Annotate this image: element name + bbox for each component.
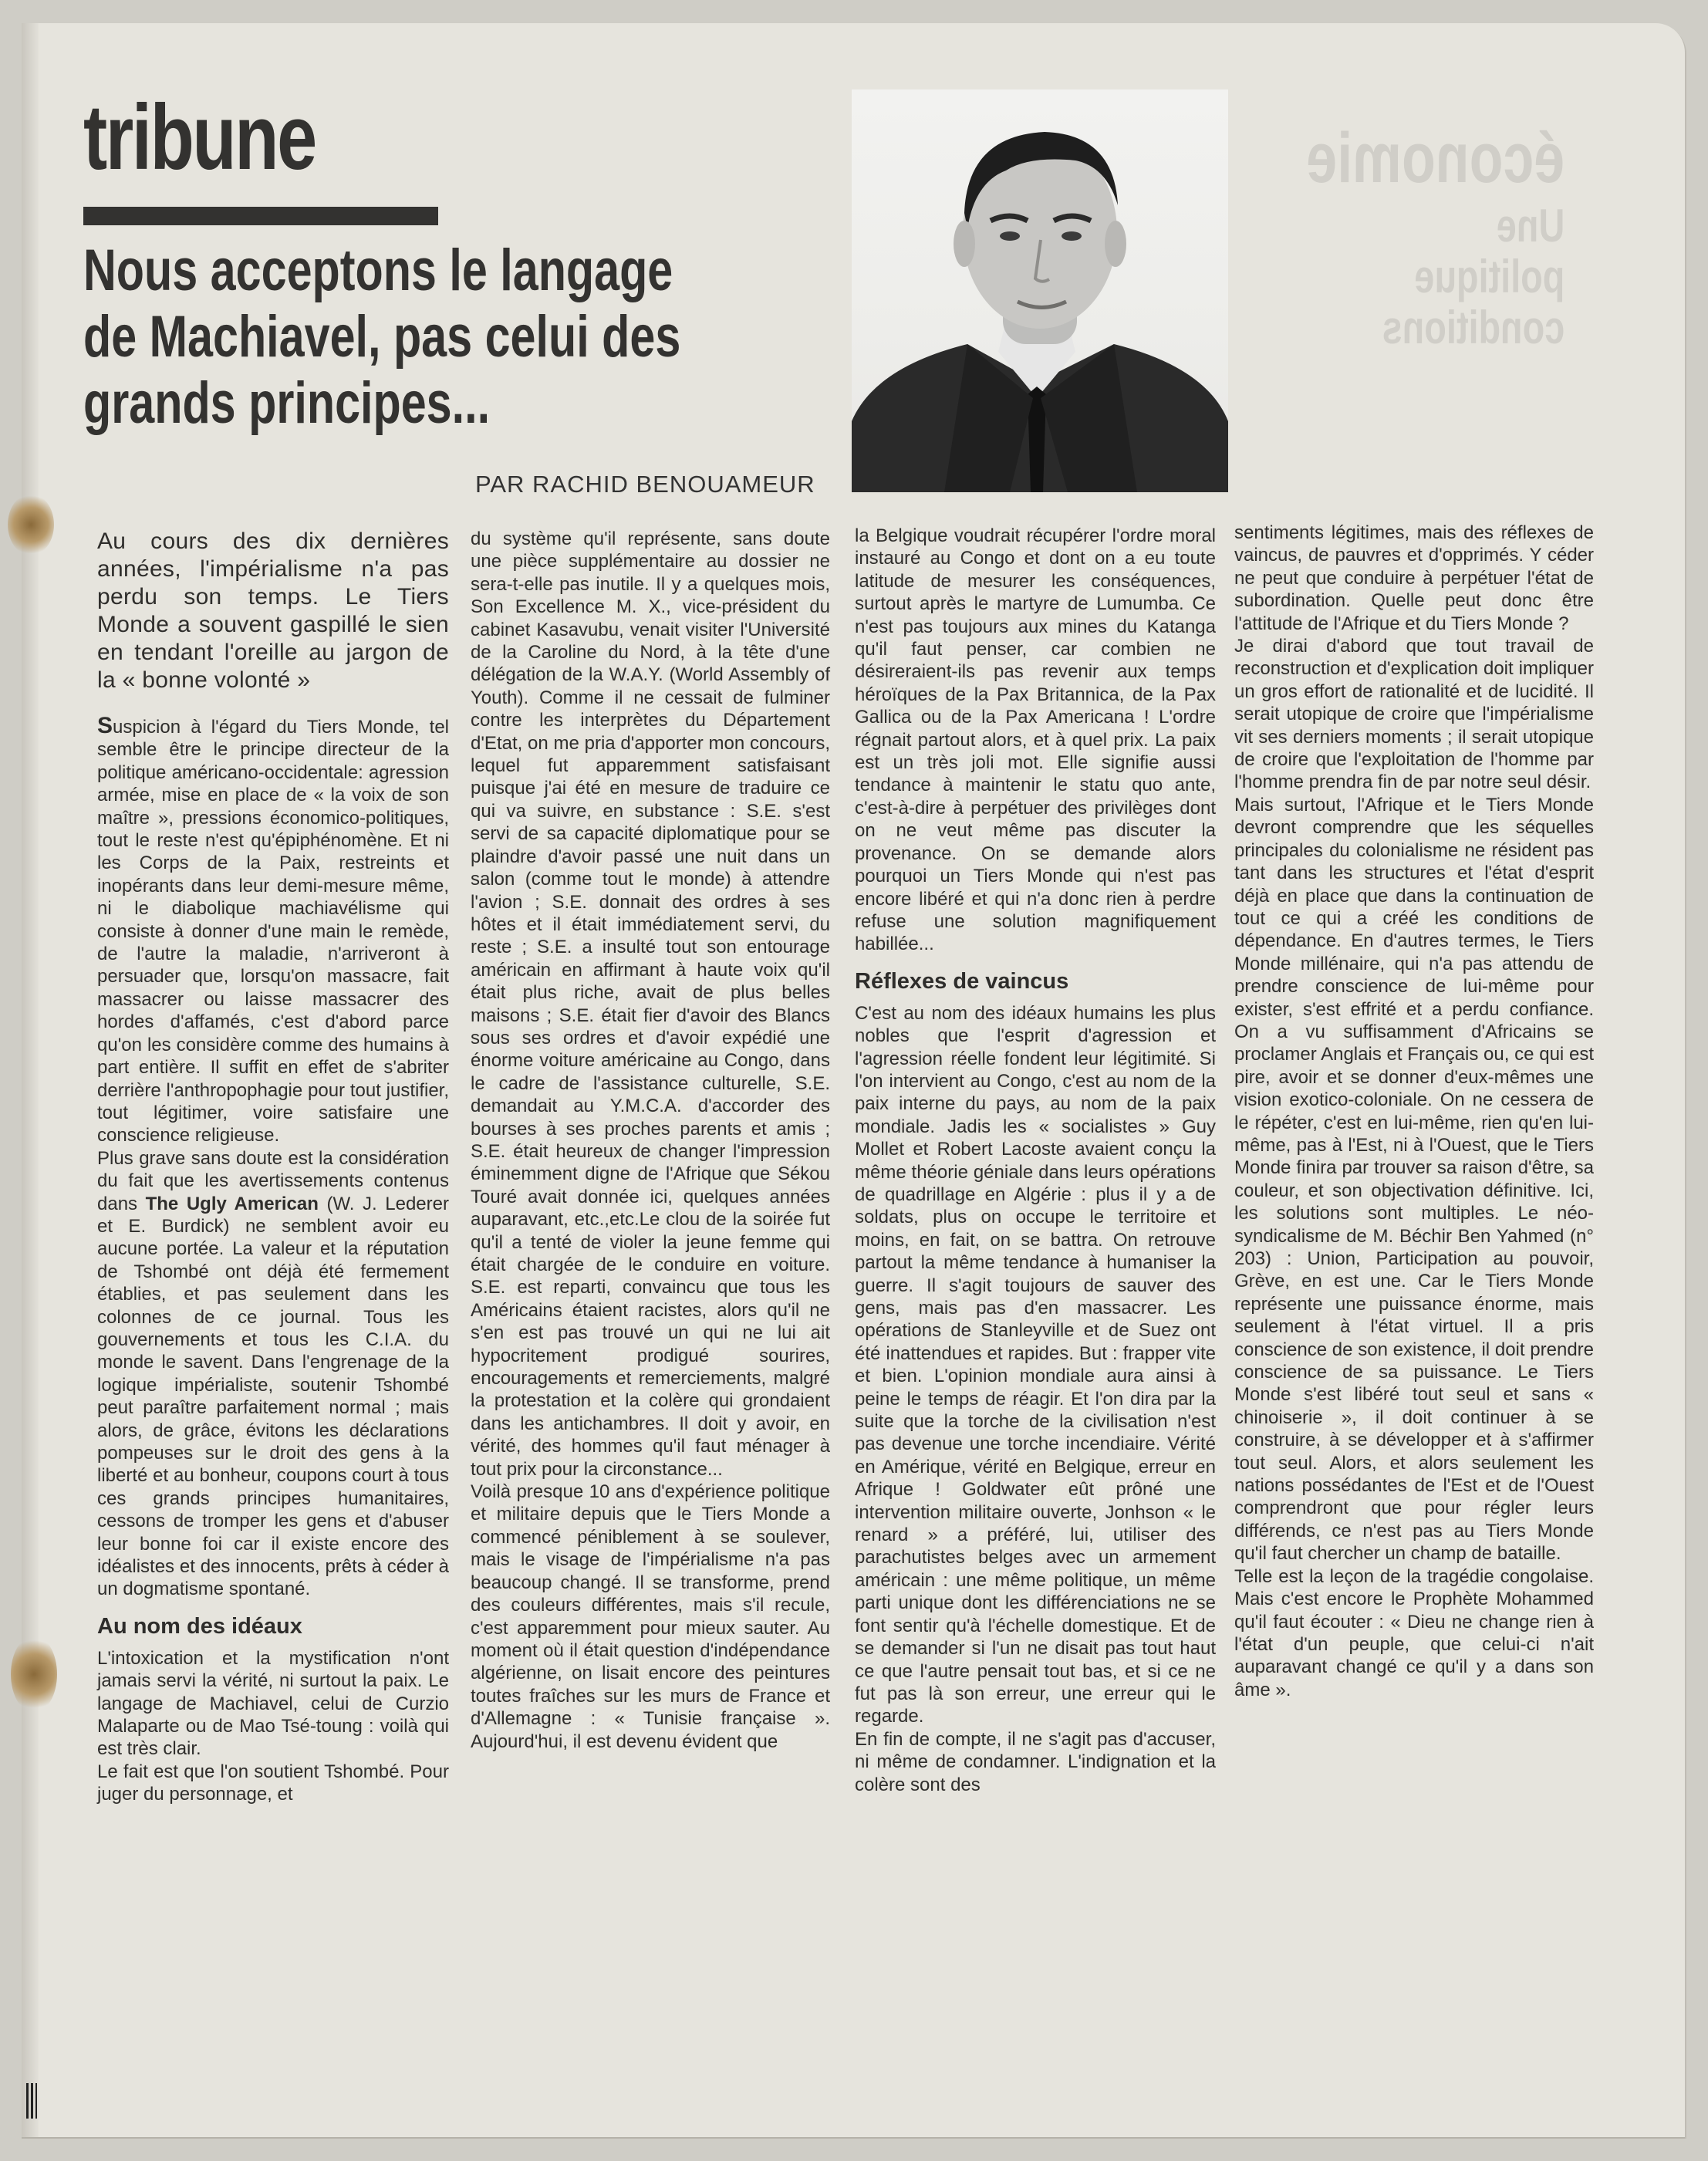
byline: PAR RACHID BENOUAMEUR bbox=[475, 471, 815, 498]
article-column-4 bbox=[1234, 522, 1594, 1701]
portrait-illustration bbox=[852, 89, 1228, 492]
paragraph: Mais surtout, l'Afrique et le Tiers Monde devront comprendre que les séquelles principales du colonialisme ne résident pas tant dans les structures et l'état d'esprit déjà en place que dans la continuation de tout ce qui a créé les conditions de dépendance. En d'autres termes, le Tiers Monde millénaire, qui n'a pas attendu de prendre conscience de lui-même pour exister, s'est effrité et a perdu confiance. On a vu suffisamment d'Africains se proclamer Anglais et Français ou, ce qui est pire, avoir et se donner d'eux-mêmes une vision exotico-coloniale. On ne cessera de le répéter, c'est en lui-même, rien qu'en lui-même, pas à l'Est, ni à l'Ouest, que le Tiers Monde finira par trouver sa raison d'être, sa couleur, et son objectivation définitive. Ici, les solutions sont multiples. Le néo-syndicalisme de M. Béchir Ben Yahmed (n° 203) : Union, Participation au pouvoir, Grève, en est une. Car le Tiers Monde représente une puissance énorme, mais seulement à l'état virtuel. Il a pris conscience de son existence, il doit prendre conscience de sa puissance. Le Tiers Monde s'est libéré tout seul et sans « chinoiserie », il doit continuer à se construire, à se développer et à s'affirmer tout seul. Alors, et alors seulement les nations possédantes de l'Est et de l'Ouest comprendront que pour régler leurs différends, ce n'est pas au Tiers Monde qu'il faut chercher un champ de bataille. bbox=[1234, 794, 1594, 1565]
article-lead: Au cours des dix dernières années, l'impérialisme n'a pas perdu son temps. Le Tiers Monde a souvent gaspillé le sien en tendant l'oreille au jargon de la « bonne volonté » bbox=[97, 528, 449, 693]
paragraph: Suspicion à l'égard du Tiers Monde, tel semble être le principe directeur de la politique américano-occidentale: agression armée, mise en place de « la voix de son maître », pressions économico-politiques, tout le reste n'est qu'épiphénomène. Et ni les Corps de la Paix, restreints et inopérants dans leur demi-mesure même, ni le diabolique machiavélisme qui consiste à donner d'une main le remède, de l'autre la maladie, n'arriveront à persuader que, lorsqu'on massacre, fait massacrer ou laisse massacrer des hordes d'affamés, c'est d'abord parce qu'on les considère comme des humains à part entière. Il suffit en effet de s'abriter derrière l'anthropophagie pour tout justifier, tout légitimer, voire satisfaire une conscience religieuse. bbox=[97, 713, 449, 1146]
article-headline: Nous acceptons le langage de Machiavel, pas celui des grands principes... bbox=[83, 238, 681, 436]
kicker-rule bbox=[83, 207, 438, 225]
section-kicker: tribune bbox=[83, 86, 316, 189]
author-portrait bbox=[852, 89, 1228, 492]
paragraph: la Belgique voudrait récupérer l'ordre moral instauré au Congo et dont on a eu toute latitude de mesurer les conséquences, surtout après le martyre de Lumumba. Ce n'est pas toujours aux mines du Katanga qu'il faut penser, car combien ne désireraient-ils pas revenir aux temps héroïques de la Pax Britannica, de la Pax Gallica ou de la Pax Americana ! L'ordre régnait partout alors, et à quel prix. La paix est un très joli mot. Elle signifie aussi tendance à maintenir le statu quo ante, c'est-à-dire à perpétuer des privilèges dont on ne veut même pas discuter la provenance. On se demande alors pourquoi un Tiers Monde qui n'est pas encore libéré et qui n'a donc rien à perdre refuse une solution magnifiquement habillée... bbox=[855, 525, 1216, 955]
book-title: The Ugly American bbox=[145, 1193, 319, 1214]
stain-mark bbox=[11, 1636, 57, 1713]
paragraph: du système qu'il représente, sans doute une pièce supplémentaire au dossier ne sera-t-elle pas inutile. Il y a quelques mois, Son Excellence M. X., vice-président du cabinet Kasavubu, venait visiter l'Université de la Caroline du Nord, à la tête d'une délégation de la W.A.Y. (World Assembly of Youth). Comme il ne cessait de fulminer contre les interprètes du Département d'Etat, on me pria d'apporter mon concours, lequel fut apparemment satisfaisant puisque j'ai été en mesure de traduire ce qui va suivre, en substance : S.E. s'est servi de sa capacité diplomatique pour se plaindre d'avoir passé une nuit dans un salon (comme tout le monde) à attendre l'avion ; S.E. donnait des ordres à ses hôtes et il était immédiatement servi, du reste ; S.E. a insulté tout son entourage américain en affirmant à haute voix qu'il était plus riche, avait de plus belles maisons ; S.E. était fier d'avoir des Blancs sous ses ordres et d'avoir expédié une énorme voiture américaine au Congo, dans le cadre de l'assistance culturelle, S.E. demandait au Y.M.C.A. d'accorder des bourses à ses proches parents et amis ; S.E. était heureux de changer l'impression éminemment digne de l'Afrique que Sékou Touré avait donnée ici, quelques années auparavant, etc.,etc.Le clou de la soirée fut qu'il a tenté de violer la jeune femme qui était chargée de le conduire en voiture. S.E. est reparti, convaincu que tous les Américains étaient racistes, alors qu'il ne s'en est pas trouvé un qui ne lui ait hypocritement prodigué sourires, encouragements et remerciements, malgré la protestation et la colère qui grondaient dans les antichambres. Il doit y avoir, en vérité, des hommes qu'il faut ménager à tout prix pour la circonstance... bbox=[471, 528, 830, 1480]
paragraph: Telle est la leçon de la tragédie congolaise. Mais c'est encore le Prophète Mohammed qu'il faut écouter : « Dieu ne change rien à l'état d'un peuple, que celui-ci n'ait auparavant changé ce qu'il y a dans son âme ». bbox=[1234, 1565, 1594, 1700]
article-column-3 bbox=[855, 525, 1216, 1796]
article-column-2 bbox=[471, 528, 830, 1753]
binding-stitch bbox=[26, 2083, 37, 2119]
paragraph: L'intoxication et la mystification n'ont jamais servi la vérité, ni surtout la paix. Le langage de Machiavel, celui de Curzio Malaparte ou de Mao Tsé-toung : voilà qui est très clair. bbox=[97, 1647, 449, 1760]
subheading: Réflexes de vaincus bbox=[855, 968, 1069, 994]
binding-gutter bbox=[22, 23, 39, 2137]
page-edge bbox=[22, 2137, 1685, 2139]
paragraph: Plus grave sans doute est la considération du fait que les avertissements contenus dans The Ugly American (W. J. Lederer et E. Burdick) ne semblent avoir eu aucune portée. La valeur et la réputation de Tshombé ont déjà été fermement établies, et pas seulement dans les colonnes de ce journal. Tous les gouvernements et tous les C.I.A. du monde le savent. Dans l'engrenage de la logique impérialiste, soutenir Tshombé peut paraître parfaitement normal ; mais alors, de grâce, évitons les déclarations pompeuses sur le droit des gens à la liberté et au bonheur, coupons court à tous ces grands principes humanitaires, cessons de tromper les gens et d'abuser leur bonne foi car il existe encore des idéalistes et des innocents, prêts à céder à un dogmatisme spontané. bbox=[97, 1147, 449, 1600]
paragraph: En fin de compte, il ne s'agit pas d'accuser, ni même de condamner. L'indignation et la colère sont des bbox=[855, 1728, 1216, 1795]
paragraph: sentiments légitimes, mais des réflexes de vaincus, de pauvres et d'opprimés. Y céder ne peut que conduire à perpétuer l'état de subordination. Quelle peut donc être l'attitude de l'Afrique et du Tiers Monde ? bbox=[1234, 522, 1594, 634]
paragraph: C'est au nom des idéaux humains les plus nobles que l'esprit d'agression et l'agression réelle fondent leur légitimité. Si l'on intervient au Congo, c'est au nom de la paix interne du pays, au nom de la paix mondiale. Jadis les « socialistes » Guy Mollet et Robert Lacoste avaient conçu la même théorie géniale dans leurs opérations de quadrillage en Algérie : plus il y a de soldats, plus on occupe le territoire et moins, en fait, on se battra. On retrouve partout la même tendance à humaniser la guerre. Il s'agit toujours de sauver des gens, mais pas d'en massacrer. Les opérations de Stanleyville et de Suez ont été inattendues et rapides. But : frapper vite et bien. L'opinion mondiale aura ainsi à peine le temps de réagir. Et l'on dira par la suite que la torche de la civilisation n'est pas devenue une torche incendiaire. Vérité en Amérique, vérité en Belgique, erreur en Afrique ! Goldwater eût prôné une intervention militaire ouverte, Jonhson « le renard » a préféré, lui, utiliser des parachutistes belges avec un armement américain : une même politique, un même parti unique dont les différenciations ne se font sentir qu'à l'échelle domestique. Et de se demander si l'un ne disait pas tout haut ce que l'autre pensait tout bas, et si ce ne fut pas là son erreur, une erreur qui le regarde. bbox=[855, 1002, 1216, 1727]
stain-mark bbox=[8, 494, 54, 555]
subheading: Au nom des idéaux bbox=[97, 1613, 302, 1639]
article-column-1 bbox=[97, 528, 449, 1806]
paragraph: Voilà presque 10 ans d'expérience politique et militaire depuis que le Tiers Monde a commencé péniblement à se soulever, mais le visage de l'impérialisme n'a pas beaucoup changé. Il se transforme, prend des couleurs différentes, mais s'il recule, c'est apparemment pour mieux sauter. Au moment où il était question d'indépendance algérienne, on lisait encore des peintures toutes fraîches sur les murs de France et d'Allemagne : « Tunisie française ». Aujourd'hui, il est devenu évident que bbox=[471, 1481, 830, 1752]
show-through-text: économie Une politique conditions bbox=[1306, 119, 1565, 353]
paragraph: Le fait est que l'on soutient Tshombé. Pour juger du personnage, et bbox=[97, 1761, 449, 1805]
paragraph: Je dirai d'abord que tout travail de reconstruction et d'explication doit impliquer un gros effort de rationalité et de lucidité. Il serait utopique de croire que l'impérialisme vit ses derniers moments ; il serait utopique de croire que l'exploitation de l'homme par l'homme prendra fin de par notre seul désir. bbox=[1234, 636, 1594, 793]
drop-cap: S bbox=[97, 713, 113, 738]
